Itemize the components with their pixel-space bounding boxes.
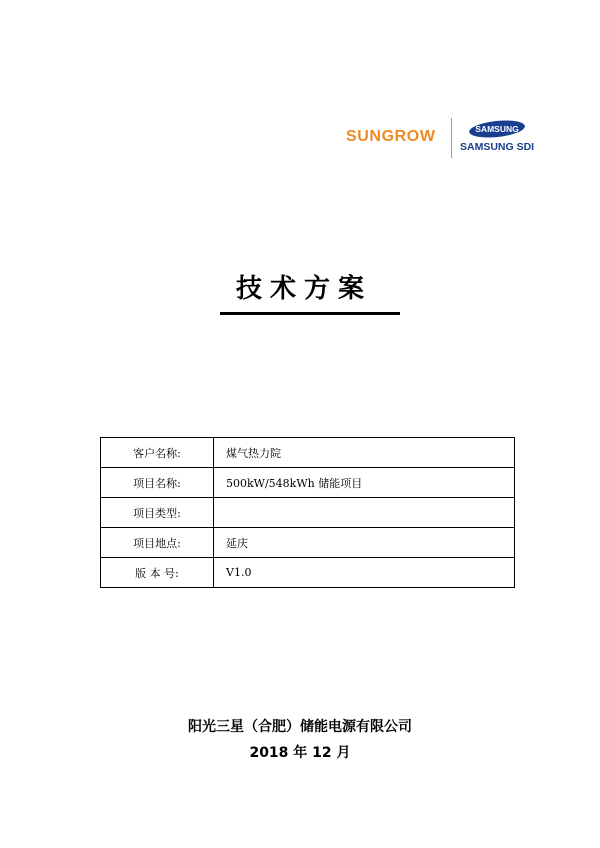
table-row xyxy=(101,498,515,528)
samsung-sdi-logo: SAMSUNG SDI xyxy=(460,141,535,153)
project-info-table xyxy=(100,437,515,588)
samsung-logo xyxy=(468,120,526,138)
version-value: V1.0 xyxy=(214,558,515,588)
customer-name-label: 客户名称: xyxy=(101,438,214,468)
project-name-label: 项目名称: xyxy=(101,468,214,498)
title-underline xyxy=(220,312,400,315)
document-title: 技术方案 xyxy=(235,274,372,304)
company-name: 阳光三星（合肥）储能电源有限公司 xyxy=(188,719,412,735)
table-row xyxy=(101,438,515,468)
project-type-value xyxy=(214,498,515,528)
logo-divider xyxy=(451,118,452,158)
project-name-value: 500kW/548kWh 储能项目 xyxy=(214,468,515,498)
samsung-logo-text: SAMSUNG xyxy=(475,124,519,134)
table-row xyxy=(101,468,515,498)
sungrow-logo: SUNGROW xyxy=(346,128,436,145)
table-row xyxy=(101,528,515,558)
version-label: 版 本 号: xyxy=(101,558,214,588)
project-type-label: 项目类型: xyxy=(101,498,214,528)
table-row xyxy=(101,558,515,588)
header-logos xyxy=(346,116,536,160)
customer-name-value: 煤气热力院 xyxy=(214,438,515,468)
document-date: 2018 年 12 月 xyxy=(249,745,351,761)
project-location-value: 延庆 xyxy=(214,528,515,558)
project-location-label: 项目地点: xyxy=(101,528,214,558)
